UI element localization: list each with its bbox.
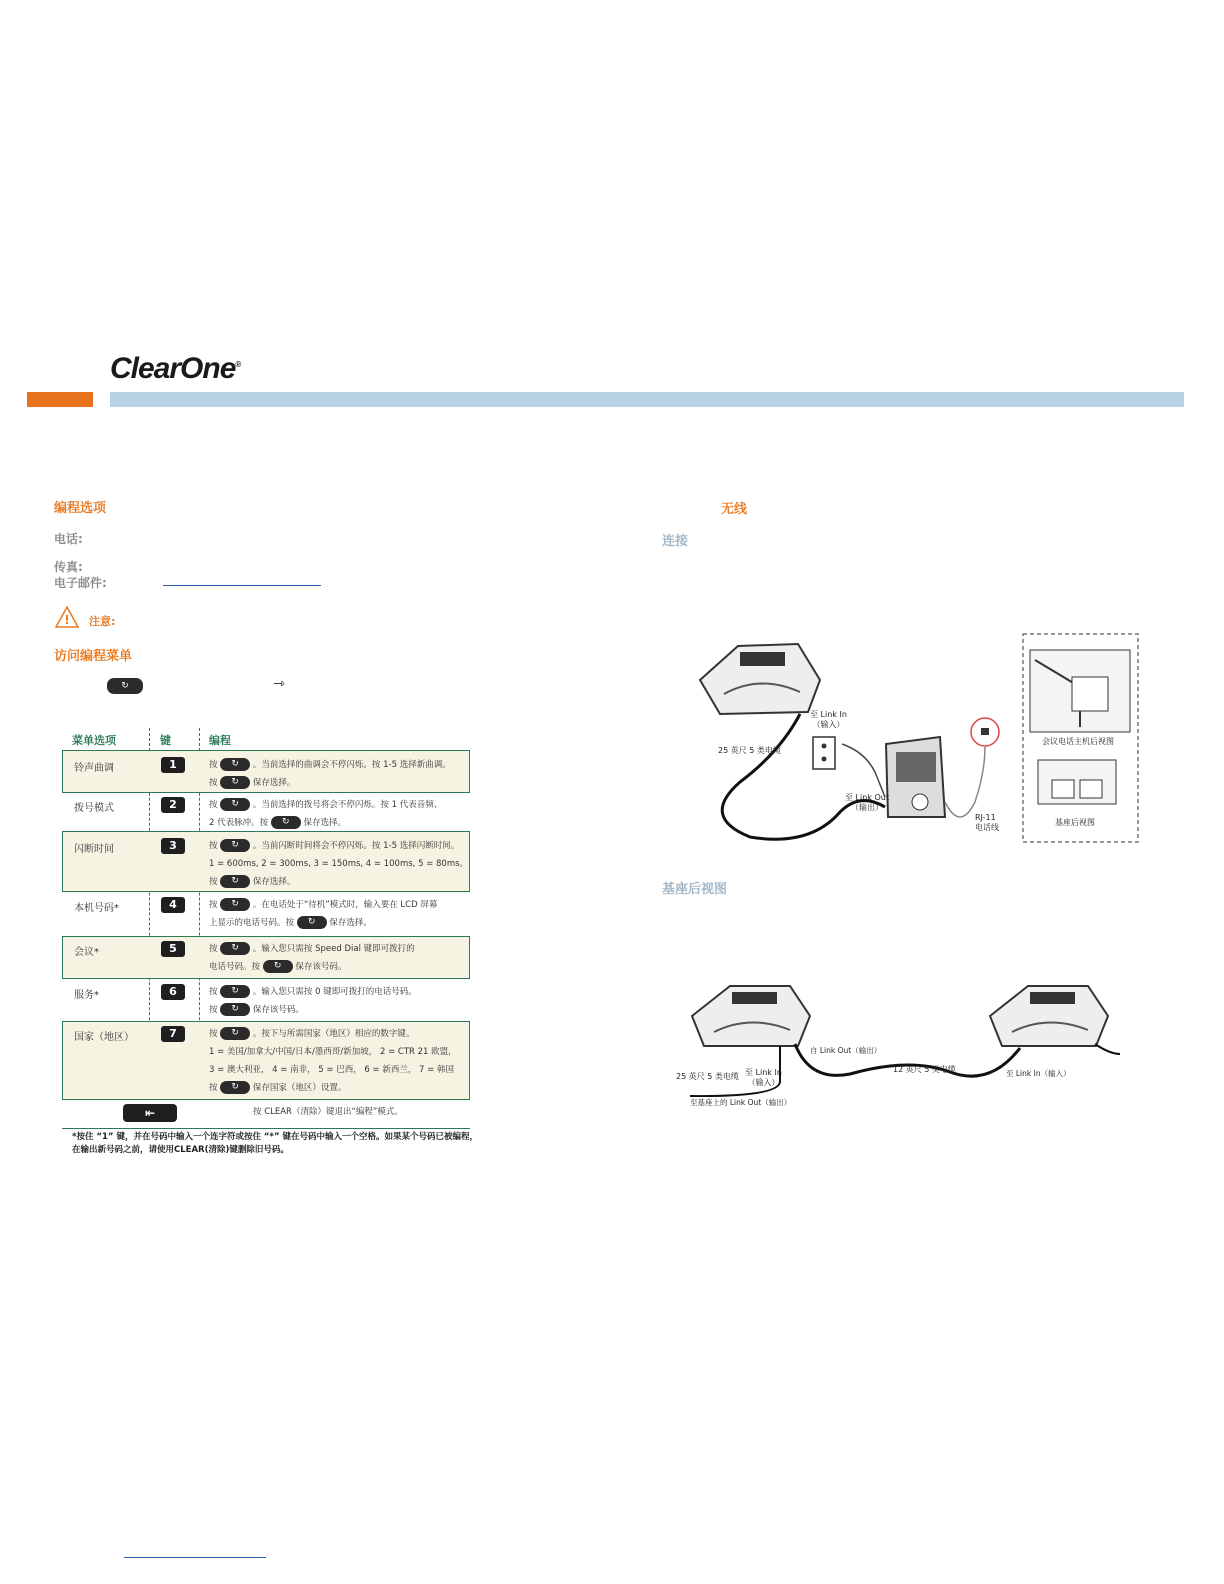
program-key-icon: ↻ [297,916,327,929]
clear-key-icon: ⇤ [123,1104,177,1122]
diagram-label-from-link-out: 自 Link Out（输出） [810,1046,882,1055]
email-link-underline[interactable] [163,585,321,586]
svg-text:!: ! [64,613,70,627]
caution-label: 注意: [89,615,116,628]
footnote: *按住 “1” 键，并在号码中输入一个连字符或按住 “*” 键在号码中输入一个空格。如果某个号码已被编程， 在输出新号码之前，请使用CLEAR(清除)键删除旧号码。 [72,1132,478,1155]
daisy-chain-diagram [670,982,1130,1112]
program-key-icon: ↻ [220,839,250,852]
program-text: 按 ↻ 。当前选择的拨号将会不停闪烁。按 1 代表音频、 2 代表脉冲。按 ↻ 保存选择。 [209,799,443,828]
section-title-programming: 编程选项 [54,501,107,516]
program-key-icon: ↻ [220,758,250,771]
diagram-label-link-in: 至 Link In （输入） [810,710,847,729]
program-key-icon: ↻ [220,1081,250,1094]
key-4: 4 [161,897,185,913]
diagram-label-base-rear: 基座后视图 [1055,818,1095,827]
program-key-icon: ↻ [220,798,250,811]
program-text: 按 ↻ 。输入您只需按 0 键即可拨打的电话号码。 按 ↻ 保存该号码。 [209,986,417,1015]
menu-option-ringtone: 铃声曲调 [74,763,114,774]
clear-instruction: 按 CLEAR（清除）键退出“编程”模式。 [253,1107,403,1117]
diagram-label-link-out: 至 Link Out （输出） [845,793,889,812]
diagram-label-cable25: 25 英尺 5 类电缆 [676,1072,739,1081]
diagram-label-to-link-in: 至 Link In （输入） [745,1068,782,1087]
program-text: 按 ↻ 。当前选择的曲调会不停闪烁。按 1-5 选择新曲调。 按 ↻ 保存选择。 [209,759,451,788]
diagram-label-cable12: 12 英尺 5 类电缆 [893,1065,956,1074]
menu-option-service: 服务* [74,990,99,1001]
program-key-icon: ↻ [220,1003,250,1016]
email-label: 电子邮件: [54,576,107,590]
program-key-icon: ↻ [220,942,250,955]
header-key: 键 [160,734,171,747]
diagram-label-rj11: RJ-11 电话线 [975,813,999,832]
program-key-icon: ↻ [263,960,293,973]
menu-option-country: 国家（地区） [74,1032,134,1043]
program-key-icon: ↻ [107,678,143,694]
table-bottom-rule [62,1128,470,1129]
diagram-label-base-link-out: 至基座上的 Link Out（输出） [690,1098,792,1107]
program-key-icon: ↻ [271,816,301,829]
program-key-icon: ↻ [220,776,250,789]
phone-label: 电话: [54,532,83,546]
blue-header-bar [110,392,1184,407]
program-key-icon: ↻ [220,875,250,888]
program-key-icon: ↻ [220,898,250,911]
key-3: 3 [161,838,185,854]
connect-title: 连接 [662,534,689,549]
header-program: 编程 [209,734,231,747]
program-text: 按 ↻ 。在电话处于“待机”模式时，输入要在 LCD 屏幕 上显示的电话号码。按 ↻ 保存选择。 [209,899,438,928]
menu-title: 访问编程菜单 [54,649,133,664]
section-title-wireless: 无线 [721,502,748,517]
program-key-icon: ↻ [220,1027,250,1040]
arrow-enter-icon: ⇾ [273,676,285,692]
base-rear-title: 基座后视图 [662,882,728,897]
fax-label: 传真: [54,560,83,574]
diagram-label-cable25: 25 英尺 5 类电缆 [718,746,781,755]
program-text: 按 ↻ 。当前闪断时间将会不停闪烁。按 1-5 选择闪断时间。 1 = 600ms, 2 = 300ms, 3 = 150ms, 4 = 100ms, 5 = 80ms。 按 ↻ 保存选择。 [209,840,469,887]
program-text: 按 ↻ 。输入您只需按 Speed Dial 键即可拨打的 电话号码。按 ↻ 保存该号码。 [209,943,415,972]
key-7: 7 [161,1026,185,1042]
key-1: 1 [161,757,185,773]
menu-option-conference: 会议* [74,947,99,958]
footer-link-underline[interactable] [124,1557,266,1558]
orange-accent-bar [27,392,93,407]
warning-icon [54,605,80,633]
clearone-logo: ClearOne® [110,352,241,385]
menu-option-dial-mode: 拨号模式 [74,803,114,814]
key-5: 5 [161,941,185,957]
menu-option-flash-time: 闪断时间 [74,844,114,855]
header-menu-option: 菜单选项 [72,734,116,747]
key-2: 2 [161,797,185,813]
program-key-icon: ↻ [220,985,250,998]
diagram-label-to-link-in-2: 至 Link In（输入） [1006,1069,1071,1078]
menu-option-own-number: 本机号码* [74,903,119,914]
diagram-label-phone-rear: 会议电话主机后视图 [1042,737,1114,746]
program-text: 按 ↻ 。按下与所需国家（地区）相应的数字键。 1 = 美国/加拿大/中国/日本/墨西哥/新加坡， 2 = CTR 21 欧盟， 3 = 澳大利亚， 4 = 南非， 5 = 巴西， 6 = 新西兰， 7 = 韩国 按 ↻ 保存国家（地区）设置。 [209,1028,457,1093]
key-6: 6 [161,984,185,1000]
